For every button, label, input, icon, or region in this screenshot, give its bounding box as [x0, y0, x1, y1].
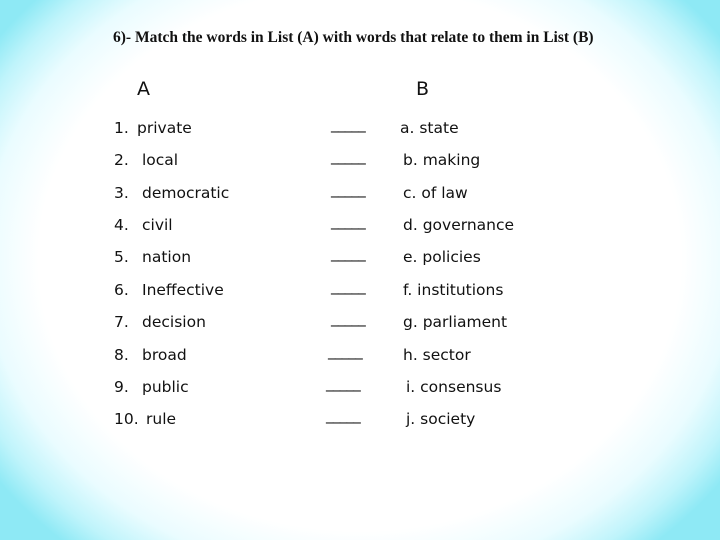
list-a-word: civil — [142, 216, 173, 234]
answer-blank[interactable]: _____ — [331, 244, 365, 262]
match-row — [0, 212, 720, 242]
list-b-word: d. governance — [403, 216, 515, 234]
match-row — [0, 277, 720, 307]
item-number: 2. — [114, 151, 129, 169]
match-row — [0, 147, 720, 177]
match-row — [0, 309, 720, 339]
match-row — [0, 406, 720, 436]
answer-blank[interactable]: _____ — [331, 115, 365, 133]
list-a-word: rule — [146, 410, 177, 428]
list-b-word: b. making — [403, 151, 481, 169]
list-a-word: nation — [142, 248, 192, 266]
list-b-word: g. parliament — [403, 313, 508, 331]
list-b-word: i. consensus — [406, 378, 502, 396]
answer-blank[interactable]: _____ — [331, 147, 365, 165]
match-row — [0, 342, 720, 372]
list-b-word: e. policies — [403, 248, 481, 266]
list-a-word: broad — [142, 346, 187, 364]
exercise-title: 6)- Match the words in List (A) with words that relate to them in List (B) — [113, 29, 594, 46]
answer-blank[interactable]: _____ — [331, 212, 365, 230]
list-b-word: a. state — [400, 119, 459, 137]
answer-blank[interactable]: _____ — [331, 309, 365, 327]
item-number: 10. — [114, 410, 139, 428]
match-row — [0, 115, 720, 145]
list-a-word: public — [142, 378, 189, 396]
list-a-word: democratic — [142, 184, 230, 202]
item-number: 5. — [114, 248, 129, 266]
answer-blank[interactable]: _____ — [331, 180, 365, 198]
match-row — [0, 374, 720, 404]
answer-blank[interactable]: _____ — [331, 277, 365, 295]
item-number: 1. — [114, 119, 129, 137]
list-b-word: j. society — [406, 410, 476, 428]
item-number: 9. — [114, 378, 129, 396]
item-number: 8. — [114, 346, 129, 364]
list-a-word: Ineffective — [142, 281, 224, 299]
list-b-word: h. sector — [403, 346, 471, 364]
list-a-word: local — [142, 151, 179, 169]
list-b-header: B — [416, 78, 430, 100]
match-row — [0, 244, 720, 274]
answer-blank[interactable]: _____ — [328, 342, 362, 360]
list-b-word: c. of law — [403, 184, 468, 202]
list-a-header: A — [137, 78, 150, 100]
item-number: 3. — [114, 184, 129, 202]
list-a-word: decision — [142, 313, 206, 331]
item-number: 6. — [114, 281, 129, 299]
match-row — [0, 180, 720, 210]
list-a-word: private — [137, 119, 192, 137]
answer-blank[interactable]: _____ — [326, 374, 360, 392]
item-number: 7. — [114, 313, 129, 331]
item-number: 4. — [114, 216, 129, 234]
answer-blank[interactable]: _____ — [326, 406, 360, 424]
list-b-word: f. institutions — [403, 281, 504, 299]
